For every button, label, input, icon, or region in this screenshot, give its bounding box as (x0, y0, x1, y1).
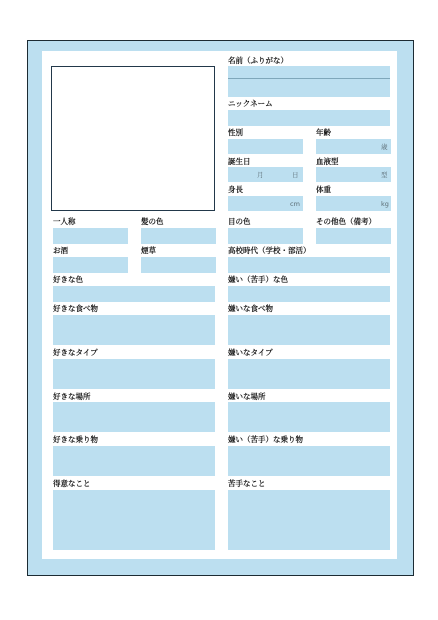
photo-box[interactable] (51, 66, 215, 211)
disliked-type-label: 嫌いなタイプ (228, 348, 273, 357)
fav-vehicle-label: 好きな乗り物 (53, 435, 98, 444)
disliked-color-field[interactable] (228, 286, 390, 302)
disliked-food-field[interactable] (228, 315, 390, 345)
disliked-place-field[interactable] (228, 402, 390, 432)
furigana-divider (228, 78, 390, 79)
first-person-label: 一人称 (53, 217, 76, 226)
good-at-label: 得意なこと (53, 479, 91, 488)
blood-type-field[interactable] (316, 167, 391, 182)
disliked-place-label: 嫌いな場所 (228, 392, 266, 401)
eye-color-label: 目の色 (228, 217, 251, 226)
name-label: 名前（ふりがな） (228, 56, 288, 65)
blood-type-label: 血液型 (316, 157, 339, 166)
fav-color-field[interactable] (53, 286, 215, 302)
weight-field[interactable] (316, 196, 391, 211)
disliked-vehicle-label: 嫌い（苦手）な乗り物 (228, 435, 303, 444)
high-school-label: 高校時代（学校・部活） (228, 246, 311, 255)
fav-color-label: 好きな色 (53, 275, 83, 284)
fav-place-field[interactable] (53, 402, 215, 432)
tobacco-label: 煙草 (141, 246, 156, 255)
birthday-label: 誕生日 (228, 157, 251, 166)
hair-color-field[interactable] (141, 228, 216, 244)
fav-type-label: 好きなタイプ (53, 348, 98, 357)
height-unit: cm (290, 200, 300, 208)
nickname-field[interactable] (228, 110, 390, 126)
fav-vehicle-field[interactable] (53, 446, 215, 476)
name-field[interactable] (228, 66, 390, 97)
age-label: 年齢 (316, 128, 331, 137)
nickname-label: ニックネーム (228, 99, 273, 108)
fav-place-label: 好きな場所 (53, 392, 91, 401)
gender-label: 性別 (228, 128, 243, 137)
good-at-field[interactable] (53, 490, 215, 550)
age-field[interactable] (316, 139, 391, 154)
other-color-field[interactable] (316, 228, 391, 244)
disliked-food-label: 嫌いな食べ物 (228, 304, 273, 313)
gender-field[interactable] (228, 139, 303, 154)
bad-at-field[interactable] (228, 490, 390, 550)
disliked-color-label: 嫌い（苦手）な色 (228, 275, 288, 284)
weight-label: 体重 (316, 185, 331, 194)
disliked-type-field[interactable] (228, 359, 390, 389)
fav-type-field[interactable] (53, 359, 215, 389)
high-school-field[interactable] (228, 257, 390, 273)
fav-food-label: 好きな食べ物 (53, 304, 98, 313)
alcohol-field[interactable] (53, 257, 128, 273)
birthday-month-unit: 月 (257, 171, 264, 179)
blood-type-unit: 型 (381, 171, 388, 179)
other-color-label: その他色（備考） (316, 217, 376, 226)
height-label: 身長 (228, 185, 243, 194)
hair-color-label: 髪の色 (141, 217, 164, 226)
disliked-vehicle-field[interactable] (228, 446, 390, 476)
bad-at-label: 苦手なこと (228, 479, 266, 488)
fav-food-field[interactable] (53, 315, 215, 345)
alcohol-label: お酒 (53, 246, 68, 255)
birthday-day-unit: 日 (292, 171, 299, 179)
age-unit: 歳 (381, 143, 388, 151)
weight-unit: kg (381, 200, 389, 208)
tobacco-field[interactable] (141, 257, 216, 273)
eye-color-field[interactable] (228, 228, 303, 244)
first-person-field[interactable] (53, 228, 128, 244)
